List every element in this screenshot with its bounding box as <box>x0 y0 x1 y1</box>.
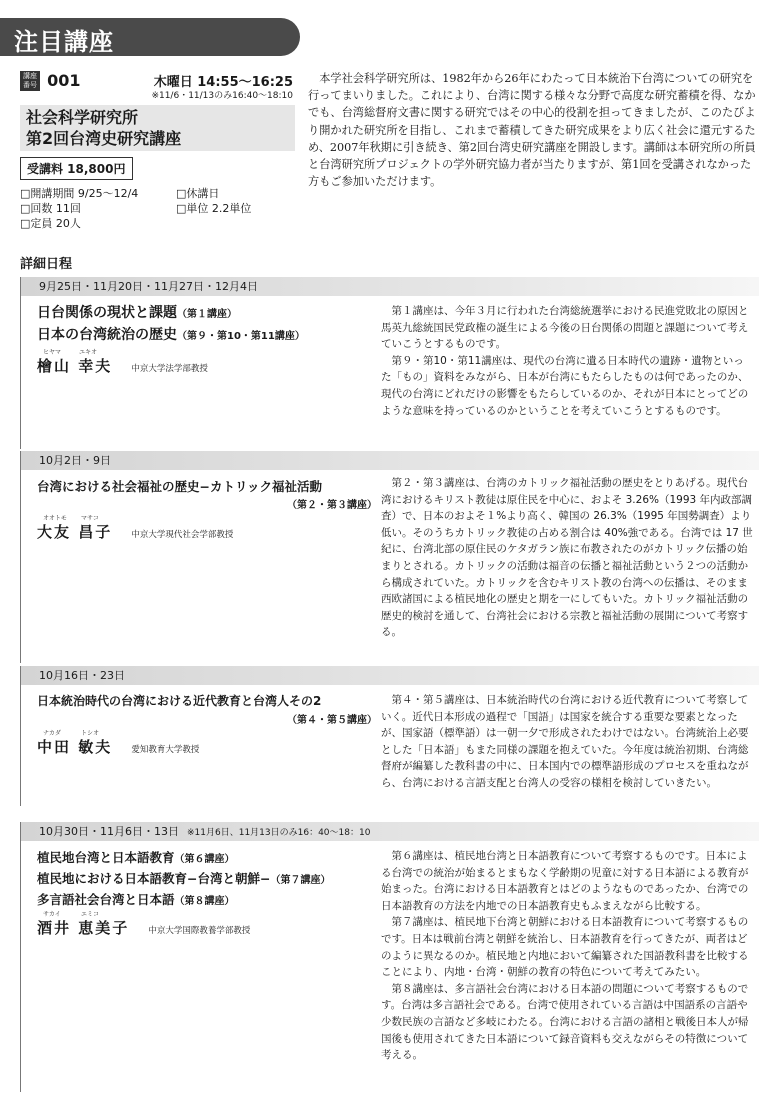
course-holiday: □休講日 <box>176 187 220 200</box>
lecturer-kana: エミコ <box>81 911 100 918</box>
lecture-number: （第９・第10・第11講座） <box>177 331 305 342</box>
session-lecture-titles <box>37 692 377 758</box>
session-dates-bar <box>21 822 759 841</box>
session-description <box>381 475 753 641</box>
session-dates-note: ※11月6日、11月13日のみ16：40～18：10 <box>187 828 371 838</box>
lecturer-kana: オオトモ <box>43 515 67 522</box>
lecturer-kana: サカイ <box>43 911 61 918</box>
session-description <box>381 692 753 792</box>
course-title <box>20 105 295 151</box>
session-lecture-titles <box>37 477 377 543</box>
lecturer-name: 大友 昌子 <box>37 523 113 541</box>
lecturer-kana: マサコ <box>81 515 99 522</box>
lecture-title: 日本の台湾統治の歴史 <box>37 327 177 343</box>
lecturer-kana: ヒヤマ <box>43 349 62 356</box>
session-block <box>20 451 759 663</box>
lecturer-name: 檜山 幸夫 <box>37 357 113 375</box>
lecture-title: 台湾における社会福祉の歴史−カトリック福祉活動 <box>37 479 322 494</box>
session-lecture-titles <box>37 303 377 377</box>
session-dates: 10月2日・9日 <box>21 451 759 470</box>
lecture-title: 日本統治時代の台湾における近代教育と台湾人その2 <box>37 694 322 708</box>
course-intro: 本学社会科学研究所は、1982年から26年にわたって日本統治下台湾についての研究を行ってまいりました。これにより、台湾に関する様々な分野で高度な研究蓄積を得、なかでも、台湾総督府文書に関する研究ではその中心的役割を担ってきましたが、このたびより開かれた研究所を目指し、これまで蓄積してきた研究成果をより広く社会に還元するため、2007年秋期に引き続き、第2回台湾史研究講座を開設します。講師は本研究所の所員と台湾研究所プロジェクトの学外研究協力者が当たりますが、第1回を受講されなかった方もご参加いただけます。 <box>308 72 756 189</box>
session-description <box>381 848 753 1064</box>
description-paragraph: 第９・第10・第11講座は、現代の台湾に遺る日本時代の遺跡・遺物といった「もの」資料をみながら、日本が台湾にもたらしたものは何であったのか、現代の台湾にどれだけの影響をもたらしているのか、それが日本にとってどのような意味を持っているのかということを考えていこうとするものです。 <box>381 354 749 417</box>
course-time-note: ※11/6・11/13のみ16:40～18:10 <box>151 91 293 101</box>
lecture-number: （第２・第３講座） <box>287 500 377 511</box>
course-meta-left <box>20 186 138 231</box>
course-number: 001 <box>47 71 81 90</box>
lecturer-affiliation: 中京大学現代社会学部教授 <box>131 530 234 540</box>
session-block <box>20 277 759 449</box>
session-block <box>20 822 759 1092</box>
lecture-title: 日台関係の現状と課題 <box>37 305 177 321</box>
course-credit: □単位 2.2単位 <box>176 202 252 215</box>
banner-title: 注目講座 <box>14 28 114 56</box>
description-paragraph: 第２・第３講座は、台湾のカトリック福祉活動の歴史をとりあげる。現代台湾におけるキリスト教徒は原住民を中心に、およそ 3.26%（1993 年内政部調査）で、日本のおよそ１%より高く、韓国の 26.3%（1995 年国勢調査）より低い。そのうちカトリック教徒の占める割合は 40%強である。台湾では 17 世紀に、台湾北部の原住民のケタガラン族に布教されたのがカトリック伝播の始まりとされる。カトリックの活動は福音の伝播と福祉活動という２つの活動から構成されていた。カトリックを含むキリスト教の台湾への伝播は、そのまま西欧諸国による植民地化の歴史と期を一にしてもいた。カトリック福祉活動の歴史的検討を通して、台湾社会における宗教と福祉活動の展開について考察する。 <box>381 477 753 639</box>
lecturer-name: 中田 敏夫 <box>37 738 113 756</box>
lecturer-kana: ユキオ <box>79 349 98 356</box>
session-dates: 10月30日・11月6日・13日 <box>39 825 179 838</box>
course-header <box>20 70 295 101</box>
course-fee: 受講料 18,800円 <box>20 157 133 180</box>
lecturer-kana: ナカダ <box>43 730 61 737</box>
schedule-heading: 詳細日程 <box>20 257 73 272</box>
lecture-number: （第１講座） <box>177 309 237 320</box>
course-capacity: □定員 20人 <box>20 217 81 230</box>
lecturer <box>37 911 377 939</box>
page-banner <box>0 18 300 56</box>
course-meta-right <box>176 186 251 216</box>
description-paragraph: 第７講座は、植民地下台湾と朝鮮における日本語教育について考察するものです。日本は戦前台湾と朝鮮を統治し、日本語教育を行ってきたが、両者はどのように異なるのか。植民地と内地において編纂された国語教科書を比較することにより、内地・台湾・朝鮮の教育の特色について考えてみたい。 <box>381 916 749 979</box>
course-count: □回数 11回 <box>20 202 81 215</box>
lecturer-affiliation: 中京大学国際教養学部教授 <box>148 926 251 936</box>
description-paragraph: 第４・第５講座は、日本統治時代の台湾における近代教育について考察していく。近代日本形成の過程で「国語」は国家を統合する重要な要素となったが、国家語（標準語）は一朝一夕で形成されたわけではない。台湾統治上必要とした「日本語」もまた同様の課題を抱えていた。今年度は統治初期、台湾総督府が編纂した教科書の中に、日本国内での標準語形成のプロセスを重ねながら、台湾における言語支配と台湾人の受容の様相を検討していきたい。 <box>381 694 749 789</box>
session-dates: 9月25日・11月20日・11月27日・12月4日 <box>21 277 759 296</box>
lecture-number: （第６講座） <box>174 854 235 865</box>
lecture-number: （第７講座） <box>270 875 331 886</box>
course-title-line1: 社会科学研究所 <box>26 108 139 127</box>
lecturer-name: 酒井 恵美子 <box>37 919 130 937</box>
lecturer-affiliation: 愛知教育大学教授 <box>131 745 200 755</box>
course-number-tag: 講座番号 <box>20 71 40 91</box>
course-title-line2: 第2回台湾史研究講座 <box>26 129 182 148</box>
lecture-number: （第８講座） <box>174 896 235 907</box>
course-time: 木曜日 14:55～16:25 <box>153 75 293 90</box>
lecture-title: 植民地における日本語教育−台湾と朝鮮− <box>37 871 271 886</box>
lecture-title: 植民地台湾と日本語教育 <box>37 850 175 865</box>
lecture-number: （第４・第５講座） <box>287 715 377 726</box>
lecturer <box>37 515 377 543</box>
session-lecture-titles <box>37 848 377 939</box>
session-dates: 10月16日・23日 <box>21 666 759 685</box>
lecturer <box>37 349 377 377</box>
description-paragraph: 第６講座は、植民地台湾と日本語教育について考察するものです。日本による台湾での統治が始まるとまもなく学齢期の児童に対する日本語による教育が始まった。台湾における日本語教育とはどのようなものであったか、台湾での日本語教育の方法を内地での日本語教育史もふまえながら比較する。 <box>381 850 749 912</box>
session-block <box>20 666 759 806</box>
description-paragraph: 第１講座は、今年３月に行われた台湾総統選挙における民進党敗北の原因と馬英九総統国民党政権の誕生による今後の日台関係の問題と課題について考えていこうとするものです。 <box>381 305 749 351</box>
lecturer <box>37 730 377 758</box>
description-paragraph: 第８講座は、多言語社会台湾における日本語の問題について考察するものです。台湾は多言語社会である。台湾で使用されている言語は中国語系の言語や少数民族の言語など多岐にわたる。台湾における言語の諸相と戦後日本人が帰国後も使用されてきた日本語について録音資料も交えながらその特徴について考える。 <box>381 982 749 1062</box>
lecture-title: 多言語社会台湾と日本語 <box>37 892 175 907</box>
lecturer-affiliation: 中京大学法学部教授 <box>131 364 208 374</box>
lecturer-kana: トシオ <box>81 730 100 737</box>
session-description <box>381 303 753 419</box>
course-period: □開講期間 9/25～12/4 <box>20 187 139 200</box>
